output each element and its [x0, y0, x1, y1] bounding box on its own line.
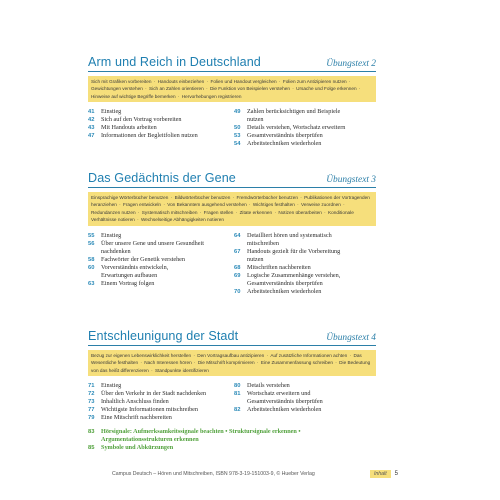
- bullet-separator: ·: [265, 353, 270, 358]
- toc-entry: [234, 406, 376, 414]
- page-number: 41: [88, 109, 95, 116]
- skill-item: Bezug zur eigenen Lebenswirklichkeit herstellen: [91, 353, 192, 358]
- entry-line: Mitschriften nachbereiten: [247, 263, 311, 271]
- toc-entry: [234, 264, 376, 272]
- entry-text: [101, 390, 230, 398]
- skills-box: [88, 350, 376, 376]
- extra-entries: [88, 428, 376, 452]
- toc-entry: [88, 256, 230, 264]
- entry-line: nachdenken: [101, 247, 131, 255]
- bullet-separator: ·: [143, 86, 149, 92]
- section-subtitle: Übungstext 3: [326, 175, 376, 185]
- skills-box: [88, 192, 376, 226]
- section-3: [88, 322, 376, 452]
- bullet-separator: ·: [176, 93, 181, 99]
- toc: [88, 108, 376, 148]
- entry-line: Symbole und Abkürzungen: [101, 444, 174, 452]
- bullet-separator: ·: [169, 195, 174, 200]
- toc-column-left: [88, 232, 230, 296]
- skill-item: Fragen entwickeln: [122, 202, 162, 208]
- page-number: 5: [394, 471, 398, 477]
- skill-item: Verweise zuordnen: [301, 202, 341, 208]
- bullet-separator: ·: [205, 79, 210, 84]
- page-number: 67: [234, 248, 241, 255]
- entry-text: [101, 444, 173, 452]
- section-1: [88, 48, 376, 148]
- entry-line: Logische Zusammenhänge verstehen,: [247, 271, 341, 279]
- skill-item: Von Bekanntem ausgehend verstehen: [167, 202, 247, 208]
- toc: [88, 232, 376, 296]
- toc-column-left: [88, 382, 230, 422]
- page-number: 55: [88, 232, 95, 239]
- toc-entry: [88, 390, 230, 398]
- bullet-separator: ·: [341, 202, 345, 208]
- skill-item: Die Funktion von Beispielen verstehen: [209, 86, 290, 92]
- skill-item: Handouts einbeziehen: [157, 79, 205, 84]
- page-number: 71: [88, 383, 95, 390]
- toc-entry: [234, 382, 376, 390]
- toc-entry: [234, 108, 376, 124]
- section-2: [88, 164, 376, 296]
- toc-entry-highlight: [88, 428, 376, 444]
- section-header: [88, 322, 376, 346]
- entry-text: [101, 240, 230, 256]
- page-number: 83: [88, 429, 95, 436]
- entry-line: Erwartungen aufbauen: [101, 271, 158, 279]
- entry-line: Einstieg: [101, 231, 122, 239]
- skill-item: Ursache und Folge erkennen: [296, 86, 357, 92]
- bullet-separator: ·: [162, 202, 167, 208]
- toc-entry: [88, 116, 230, 124]
- toc-entry: [88, 398, 230, 406]
- entry-text: [101, 264, 230, 280]
- page-number: 50: [234, 125, 241, 132]
- skill-item: Fragen stellen: [203, 209, 234, 215]
- footer-section-tag: Inhalt: [370, 470, 391, 478]
- bullet-separator: ·: [234, 209, 239, 215]
- toc-entry: [88, 280, 230, 288]
- skill-item: Einsprachige Wörterbücher benutzen: [91, 195, 169, 200]
- toc-entry: [88, 382, 230, 390]
- entry-text: [247, 248, 376, 264]
- entry-line: Gesamtverständnis überprüfen: [247, 398, 323, 406]
- entry-text: [101, 132, 230, 140]
- bullet-separator: ·: [192, 360, 197, 366]
- entry-text: [247, 288, 376, 296]
- entry-line: Sich auf den Vortrag vorbereiten: [101, 116, 182, 124]
- skill-item: Standpunkte identifizieren: [154, 367, 209, 373]
- bullet-separator: ·: [295, 202, 300, 208]
- entry-text: [101, 256, 230, 264]
- page-number: 82: [234, 407, 241, 414]
- entry-line: Wichtigste Informationen mitschreiben: [101, 406, 199, 414]
- entry-line: Arbeitstechniken wiederholen: [247, 287, 322, 295]
- bullet-separator: ·: [322, 209, 328, 215]
- bullet-separator: ·: [135, 217, 140, 223]
- entry-line: Arbeitstechniken wiederholen: [247, 140, 322, 148]
- entry-line: Gesamtverständnis überprüfen: [247, 132, 323, 140]
- bullet-separator: ·: [136, 209, 141, 215]
- toc-entry: [88, 406, 230, 414]
- bullet-separator: ·: [348, 353, 353, 358]
- bullet-separator: ·: [198, 209, 203, 215]
- page-number: 42: [88, 117, 95, 124]
- skill-item: Hinweise auf wichtige Begriffe bemerken: [91, 93, 176, 99]
- skill-item: Hervorhebungen registrieren: [181, 93, 242, 99]
- section-header: [88, 164, 376, 188]
- toc-entry: [234, 140, 376, 148]
- entry-line: Detailliert hören und systematisch: [247, 231, 332, 239]
- toc-entry: [234, 124, 376, 132]
- entry-line: Wortschatz erweitern und: [247, 390, 311, 398]
- page-number: 64: [234, 232, 241, 239]
- page-number: 58: [88, 256, 95, 263]
- entry-line: Zahlen berücksichtigen und Beispiele: [247, 108, 341, 116]
- bullet-separator: ·: [117, 202, 122, 208]
- toc-entry-highlight: [88, 444, 376, 452]
- entry-text: [101, 414, 230, 422]
- entry-text: [101, 108, 230, 116]
- section-title: Das Gedächtnis der Gene: [88, 171, 236, 185]
- bullet-separator: ·: [357, 86, 361, 92]
- entry-text: [101, 232, 230, 240]
- page-number: 77: [88, 407, 95, 414]
- skill-item: Die Bedeutung von das heißt differenzieren: [91, 360, 371, 373]
- toc-entry: [88, 414, 230, 422]
- bullet-separator: ·: [347, 79, 351, 84]
- skill-item: Notizen überarbeiten: [278, 209, 322, 215]
- footer-credit: Campus Deutsch – Hören und Mitschreiben, ISBN 978-3-19-151003-9, © Hueber Verlag: [112, 471, 315, 477]
- entry-line: Informationen der Begleitfolien nutzen: [101, 132, 198, 140]
- toc-entry: [88, 264, 230, 280]
- skill-item: Sich an Zahlen orientieren: [149, 86, 204, 92]
- bullet-separator: ·: [247, 202, 252, 208]
- section-header: [88, 48, 376, 72]
- bullet-separator: ·: [334, 360, 339, 366]
- entry-line: nutzen: [247, 116, 264, 124]
- toc-entry: [234, 132, 376, 140]
- entry-line: Über den Verkehr in der Stadt nachdenken: [101, 390, 207, 398]
- page-number: 85: [88, 445, 95, 452]
- page-number: 54: [234, 141, 241, 148]
- entry-text: [101, 382, 230, 390]
- bullet-separator: ·: [192, 353, 197, 358]
- entry-text: [101, 428, 301, 444]
- toc-column-right: [234, 232, 376, 296]
- entry-line: Hörsignale: Aufmerksamkeitssignale beachten • Struktursignale erkennen •: [101, 428, 301, 436]
- skill-item: Systematisch mitschreiben: [141, 209, 198, 215]
- entry-line: Eine Mitschrift nachbereiten: [101, 414, 172, 422]
- page-number: 68: [234, 264, 241, 271]
- page-number: 53: [234, 133, 241, 140]
- entry-line: Einstieg: [101, 382, 122, 390]
- bullet-separator: ·: [255, 360, 260, 366]
- toc-entry: [88, 124, 230, 132]
- entry-line: Handouts gezielt für die Vorbereitung: [247, 247, 341, 255]
- skill-item: Die Mitschrift komprimieren: [197, 360, 255, 366]
- bullet-separator: ·: [139, 360, 144, 366]
- skill-item: Zitate erkennen: [239, 209, 273, 215]
- toc: [88, 382, 376, 422]
- skill-item: Das Wesentliche festhalten: [91, 353, 362, 366]
- toc-entry: [234, 248, 376, 264]
- entry-text: [247, 264, 376, 272]
- section-subtitle: Übungstext 4: [326, 333, 376, 343]
- page-number: 47: [88, 133, 95, 140]
- page-number: 70: [234, 288, 241, 295]
- toc-entry: [234, 232, 376, 248]
- skill-item: Publikationen der Vortragenden heranziehen: [91, 195, 370, 208]
- entry-line: Vorverständnis entwickeln,: [101, 263, 169, 271]
- toc-column-right: [234, 108, 376, 148]
- bullet-separator: ·: [149, 367, 154, 373]
- skill-item: Sich mit Grafiken vorbereiten: [91, 79, 152, 84]
- page-number: 79: [88, 415, 95, 422]
- skill-item: Gewichtungen verstehen: [91, 86, 143, 92]
- bullet-separator: ·: [204, 86, 209, 92]
- toc-entry: [234, 288, 376, 296]
- entry-line: mitschreiben: [247, 239, 279, 247]
- section-subtitle: Übungstext 2: [326, 59, 376, 69]
- bullet-separator: ·: [273, 209, 278, 215]
- page-number: 73: [88, 399, 95, 406]
- skill-item: Wichtiges festhalten: [252, 202, 295, 208]
- toc-entry: [234, 272, 376, 288]
- bullet-separator: ·: [299, 195, 304, 200]
- entry-text: [101, 280, 230, 288]
- page-number: 60: [88, 264, 95, 271]
- entry-text: [101, 124, 230, 132]
- page-footer: [88, 470, 398, 478]
- toc-column-right: [234, 382, 376, 422]
- entry-text: [247, 382, 376, 390]
- entry-text: [247, 406, 376, 414]
- page-number: 56: [88, 240, 95, 247]
- entry-text: [101, 398, 230, 406]
- entry-text: [247, 272, 376, 288]
- skill-item: Den Vortragsaufbau antizipieren: [197, 353, 265, 358]
- toc-entry: [88, 132, 230, 140]
- toc-entry: [88, 108, 230, 116]
- entry-line: Argumentationsstrukturen erkennen: [101, 436, 199, 444]
- bullet-separator: ·: [152, 79, 157, 84]
- entry-text: [247, 132, 376, 140]
- entry-line: Gesamtverständnis überprüfen: [247, 279, 323, 287]
- skills-box: [88, 76, 376, 102]
- page-number: 49: [234, 109, 241, 116]
- entry-line: Einem Vortrag folgen: [101, 279, 155, 287]
- skill-item: Nach Interessen hören: [144, 360, 192, 366]
- entry-line: Arbeitstechniken wiederholen: [247, 406, 322, 414]
- skill-item: Redundanzen nutzen: [91, 209, 136, 215]
- page-number: 81: [234, 391, 241, 398]
- entry-line: nutzen: [247, 255, 264, 263]
- skill-item: Folien und Handout vergleichen: [210, 79, 277, 84]
- entry-text: [247, 390, 376, 406]
- bullet-separator: ·: [231, 195, 236, 200]
- skill-item: Bildwörterbücher benutzen: [174, 195, 231, 200]
- toc-entry: [88, 240, 230, 256]
- bullet-separator: ·: [290, 86, 296, 92]
- entry-line: Mit Handouts arbeiten: [101, 124, 157, 132]
- skill-item: Wechselseitige Abhängigkeiten notieren: [140, 217, 224, 223]
- section-title: Arm und Reich in Deutschland: [88, 55, 261, 69]
- bullet-separator: ·: [277, 79, 282, 84]
- page-number: 43: [88, 125, 95, 132]
- skill-item: Eine Zusammenfassung schreiben: [260, 360, 333, 366]
- entry-line: Inhaltlich Anschluss finden: [101, 398, 169, 406]
- entry-line: Über unsere Gene und unsere Gesundheit: [101, 239, 204, 247]
- skill-item: Konditionale Verhältnisse notieren: [91, 209, 354, 223]
- toc-column-left: [88, 108, 230, 148]
- entry-text: [247, 108, 376, 124]
- skill-item: Fremdwörterbücher benutzen: [236, 195, 298, 200]
- skill-item: Folien zum Antizipieren nutzen: [282, 79, 347, 84]
- page-number: 80: [234, 383, 241, 390]
- toc-entry: [234, 390, 376, 406]
- entry-line: Fachwörter der Genetik verstehen: [101, 255, 186, 263]
- page-number: 63: [88, 280, 95, 287]
- entry-text: [247, 140, 376, 148]
- entry-text: [247, 124, 376, 132]
- section-title: Entschleunigung der Stadt: [88, 329, 239, 343]
- entry-line: Details verstehen: [247, 382, 290, 390]
- entry-line: Einstieg: [101, 108, 122, 116]
- page-number: 69: [234, 272, 241, 279]
- entry-line: Details verstehen, Wortschatz erweitern: [247, 124, 346, 132]
- skill-item: Auf zusätzliche Informationen achten: [270, 353, 348, 358]
- entry-text: [101, 116, 230, 124]
- page-number: 72: [88, 391, 95, 398]
- entry-text: [247, 232, 376, 248]
- entry-text: [101, 406, 230, 414]
- toc-entry: [88, 232, 230, 240]
